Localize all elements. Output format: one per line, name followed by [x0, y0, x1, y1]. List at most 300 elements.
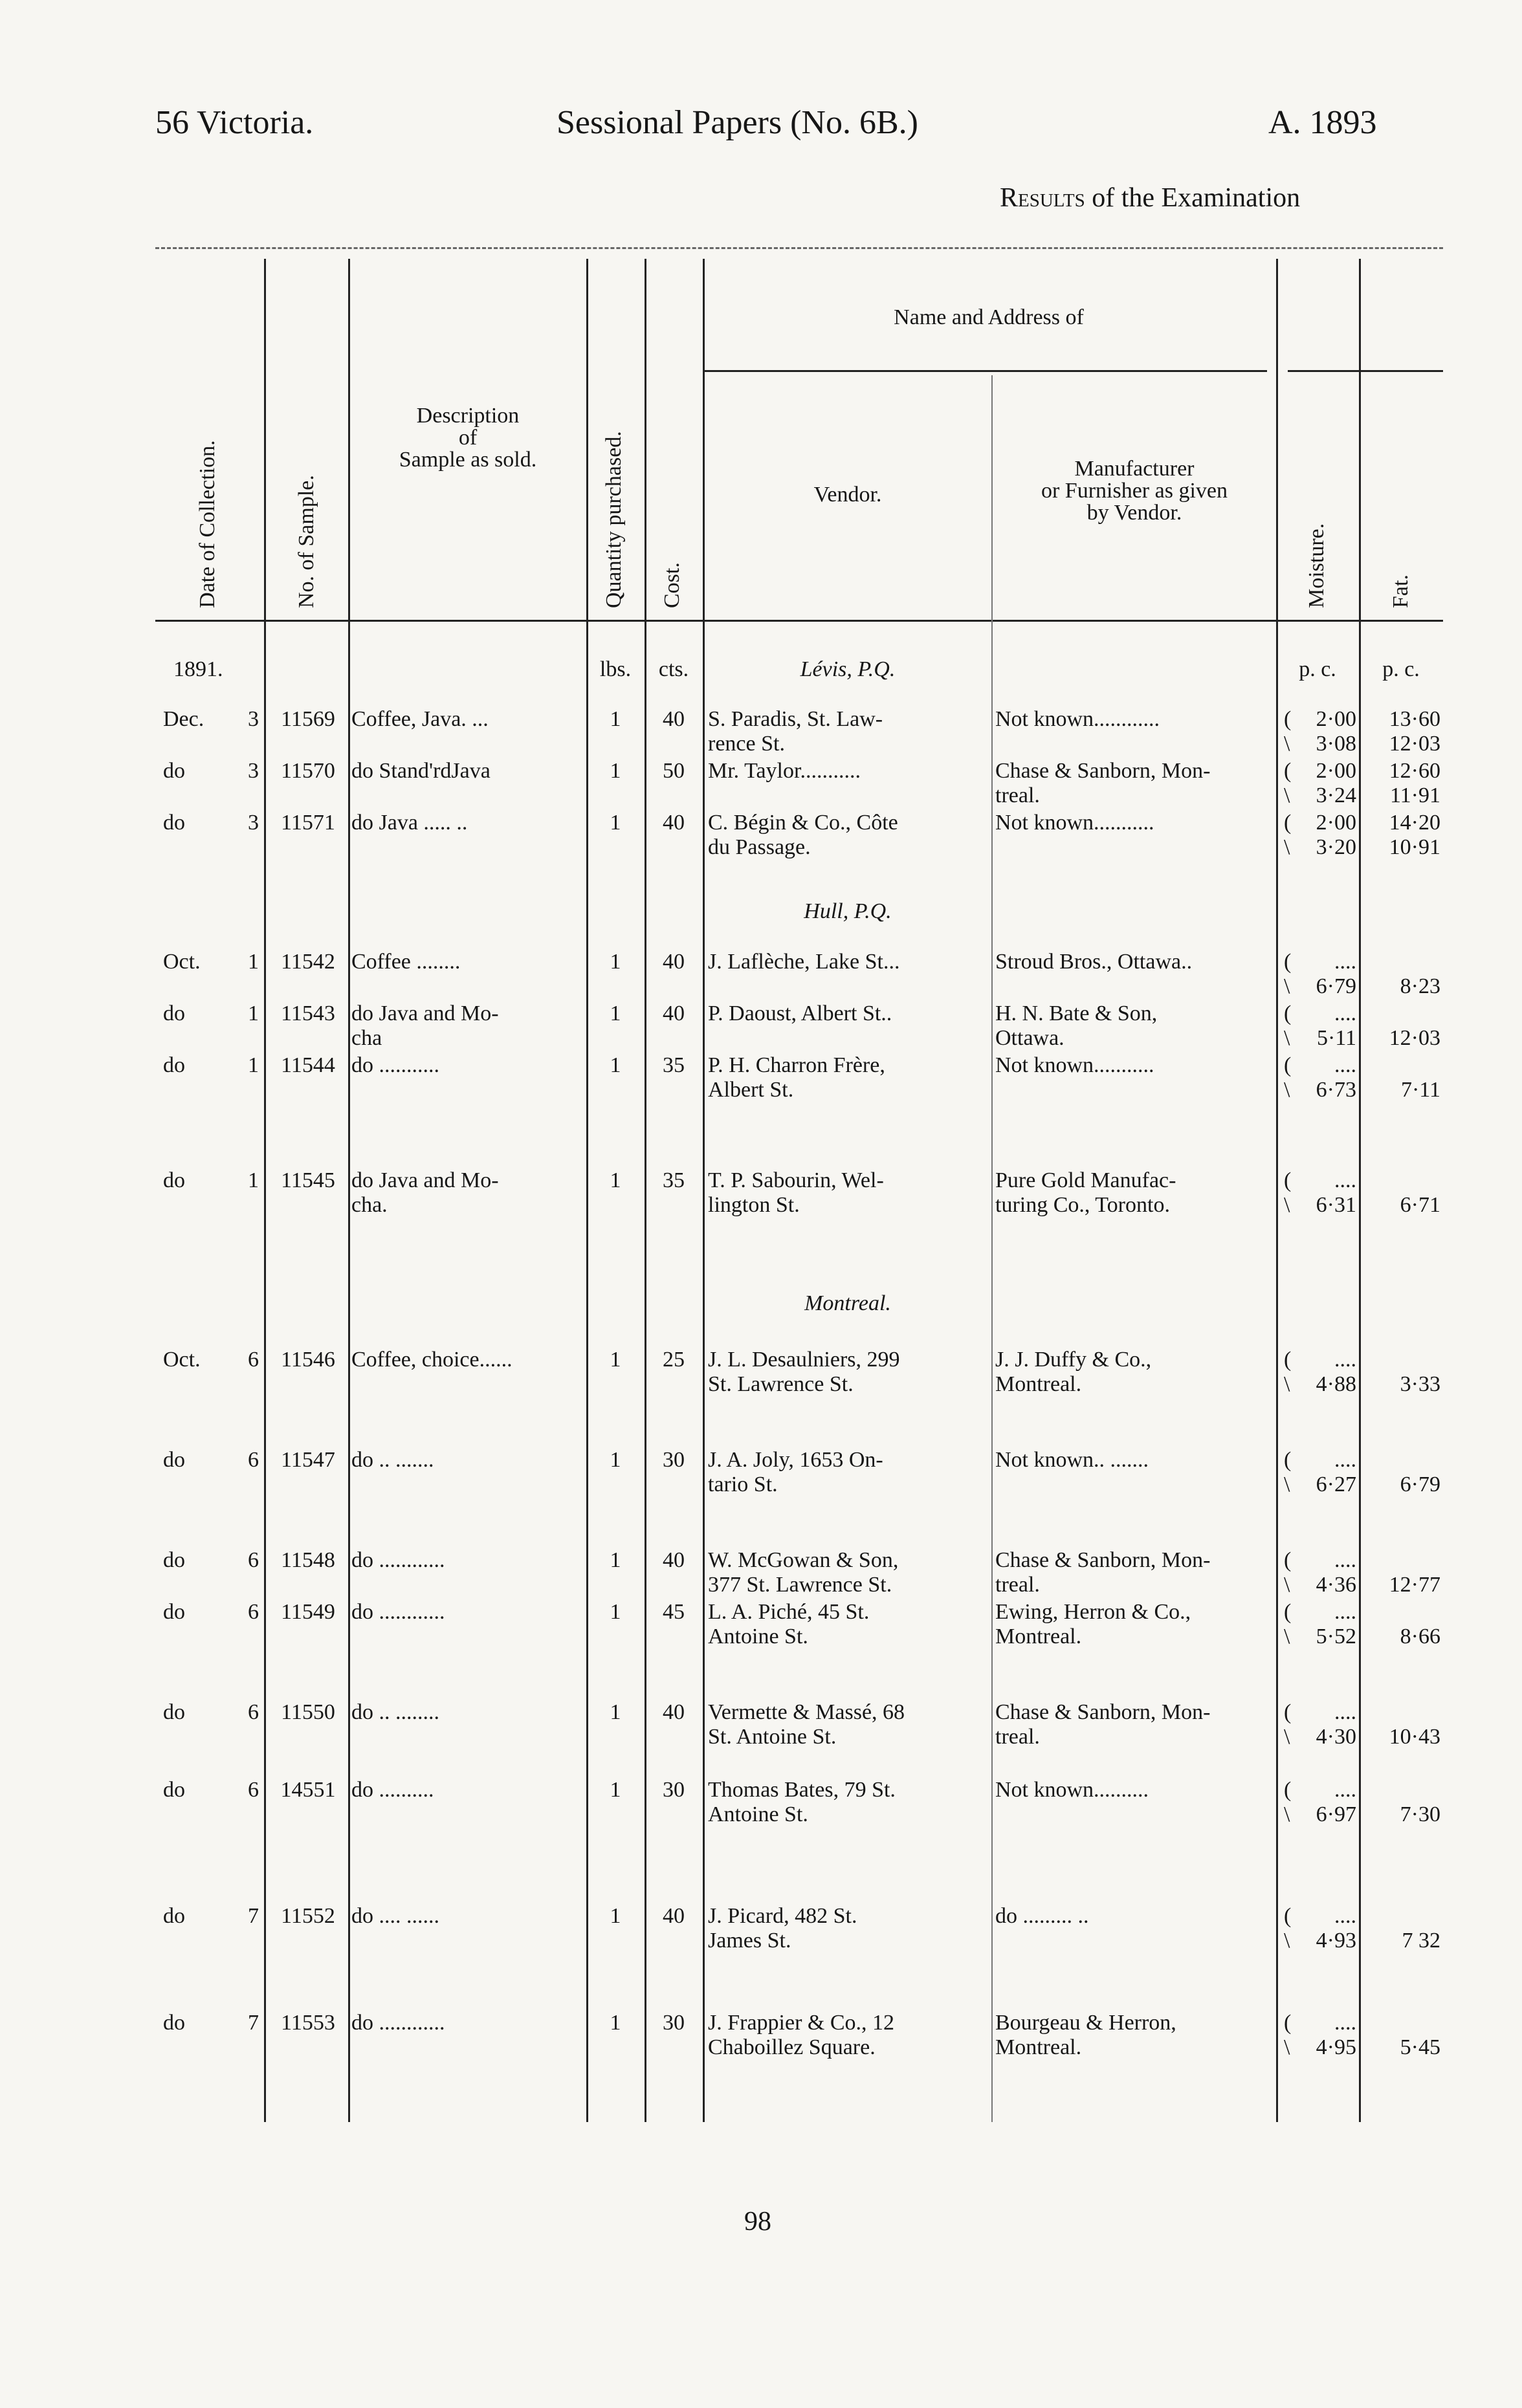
cell-description-line: cha.: [351, 1193, 388, 1217]
brace-mark: ( \: [1284, 707, 1292, 756]
cell-moisture-line: ....: [1334, 1600, 1356, 1624]
cell-moisture-line: 6·31: [1316, 1193, 1356, 1217]
cell-quantity: 1: [610, 1348, 621, 1372]
cell-sample-no: 11543: [281, 1002, 335, 1025]
cell-fat-line: 10·91: [1389, 835, 1440, 859]
cell-vendor-line: J. A. Joly, 1653 On-: [708, 1448, 883, 1472]
cell-cost: 30: [663, 1778, 685, 1802]
cell-sample-no: 14551: [280, 1778, 336, 1802]
cell-manufacturer-line: Montreal.: [995, 2035, 1082, 2059]
cell-manufacturer-line: Chase & Sanborn, Mon-: [995, 1548, 1211, 1572]
cell-moisture-line: 4·93: [1316, 1929, 1356, 1953]
col-divider-2: [348, 259, 350, 2122]
cell-fat-line: 14·20: [1389, 811, 1440, 835]
brace-mark: ( \: [1284, 1348, 1292, 1396]
col-header-manufacturer: [993, 458, 1276, 524]
cell-fat-line: 3·33: [1400, 1372, 1440, 1396]
cell-vendor: [708, 811, 990, 860]
cell-fat-line: 13·60: [1389, 707, 1440, 731]
brace-mark: ( \: [1284, 1600, 1292, 1648]
cell-fat-line: 7 32: [1402, 1929, 1440, 1953]
cell-fat: [1360, 1372, 1440, 1397]
name-address-rule: [704, 370, 1267, 372]
cell-sample-no: 11544: [281, 1053, 335, 1077]
cell-moisture-line: 5·52: [1316, 1625, 1356, 1648]
cell-vendor-line: C. Bégin & Co., Côte: [708, 811, 898, 835]
cell-month: do: [163, 1600, 185, 1624]
cell-manufacturer-line: treal.: [995, 783, 1040, 807]
cell-moisture: [1294, 1348, 1356, 1397]
cell-sample-no: 11553: [281, 2011, 335, 2035]
cell-description-line: do ...........: [351, 1053, 439, 1077]
cell-manufacturer: [995, 950, 1275, 974]
cell-moisture: [1294, 1700, 1356, 1749]
cell-manufacturer-line: Chase & Sanborn, Mon-: [995, 759, 1211, 783]
cell-cost: 40: [663, 1700, 685, 1724]
cell-quantity: 1: [610, 759, 621, 783]
cell-quantity: 1: [610, 2011, 621, 2035]
cell-fat-line: 6·79: [1400, 1472, 1440, 1496]
cell-manufacturer: [995, 2011, 1275, 2060]
cell-vendor: [708, 707, 990, 756]
cell-month: do: [163, 1700, 185, 1724]
cell-description: [351, 950, 584, 974]
col-header-sample-no: No. of Sample.: [294, 475, 318, 608]
cell-moisture-line: 6·27: [1316, 1472, 1356, 1496]
cell-month: do: [163, 811, 185, 835]
cell-description: [351, 1053, 584, 1078]
cell-moisture: [1294, 1002, 1356, 1051]
section-place: Hull, P.Q.: [804, 899, 892, 923]
brace-mark: ( \: [1284, 1548, 1292, 1597]
cell-vendor: [708, 1600, 990, 1649]
cell-quantity: 1: [610, 1700, 621, 1724]
cell-manufacturer-line: Bourgeau & Herron,: [995, 2011, 1176, 2035]
cell-manufacturer: [995, 1548, 1275, 1597]
col-header-manufacturer-line-2: or Furnisher as given: [1041, 479, 1228, 503]
col-divider-8: [1359, 259, 1361, 2122]
cell-fat: [1360, 759, 1440, 808]
brace-mark: ( \: [1284, 1904, 1292, 1953]
cell-quantity: 1: [610, 1002, 621, 1025]
cell-description-line: do ..........: [351, 1778, 434, 1802]
cell-vendor-line: J. Laflèche, Lake St...: [708, 950, 900, 974]
cell-moisture-line: ....: [1334, 1904, 1356, 1928]
cell-month: do: [163, 1053, 185, 1077]
cell-manufacturer: [995, 1002, 1275, 1051]
cell-day: 6: [248, 1600, 259, 1624]
cell-vendor-line: James St.: [708, 1929, 791, 1953]
cell-moisture-line: 4·88: [1316, 1372, 1356, 1396]
subtitle-results: Results: [1000, 183, 1085, 213]
cell-sample-no: 11549: [281, 1600, 335, 1624]
cell-description: [351, 707, 584, 732]
cell-moisture: [1294, 1448, 1356, 1497]
cell-vendor: [708, 1700, 990, 1749]
header-center: Sessional Papers (No. 6B.): [557, 104, 918, 141]
unit-year: 1891.: [173, 657, 223, 681]
cell-description-line: do Stand'rdJava: [351, 759, 491, 783]
cell-manufacturer-line: Stroud Bros., Ottawa..: [995, 950, 1193, 974]
cell-moisture: [1294, 1168, 1356, 1218]
cell-month: do: [163, 759, 185, 783]
cell-cost: 35: [663, 1053, 685, 1077]
cell-description: [351, 1600, 584, 1625]
cell-fat-line: 12·77: [1389, 1573, 1440, 1597]
cell-vendor: [708, 1778, 990, 1827]
cell-month: Oct.: [163, 1348, 201, 1372]
cell-fat: [1360, 1929, 1440, 1953]
cell-manufacturer-line: turing Co., Toronto.: [995, 1193, 1170, 1217]
cell-description: [351, 1778, 584, 1802]
cell-day: 7: [248, 1904, 259, 1928]
brace-mark: ( \: [1284, 1448, 1292, 1496]
cell-fat-line: 7·30: [1400, 1802, 1440, 1826]
cell-vendor-line: lington St.: [708, 1193, 800, 1217]
cell-description: [351, 2011, 584, 2035]
col-divider-5: [703, 259, 705, 2122]
cell-description: [351, 759, 584, 783]
cell-moisture-line: 3·24: [1316, 783, 1356, 807]
col-header-description-line-3: Sample as sold.: [399, 448, 537, 472]
cell-moisture-line: 4·36: [1316, 1573, 1356, 1597]
cell-day: 1: [248, 1053, 259, 1077]
cell-moisture-line: ....: [1334, 1053, 1356, 1077]
cell-manufacturer-line: Pure Gold Manufac-: [995, 1168, 1176, 1192]
cell-sample-no: 11550: [281, 1700, 335, 1724]
cell-manufacturer-line: Chase & Sanborn, Mon-: [995, 1700, 1211, 1724]
cell-manufacturer: [995, 1168, 1275, 1218]
cell-moisture-line: 6·73: [1316, 1078, 1356, 1102]
cell-manufacturer-line: Ottawa.: [995, 1026, 1064, 1050]
col-header-date: Date of Collection.: [195, 440, 219, 608]
col-header-quantity: Quantity purchased.: [602, 431, 626, 608]
cell-manufacturer-line: Not known............: [995, 707, 1160, 731]
cell-manufacturer-line: Not known...........: [995, 1053, 1154, 1077]
cell-moisture-line: 2·00: [1316, 707, 1356, 731]
col-header-name-address: Name and Address of: [894, 305, 1084, 329]
cell-vendor-line: W. McGowan & Son,: [708, 1548, 899, 1572]
cell-moisture-line: 5·11: [1316, 1026, 1356, 1050]
cell-cost: 50: [663, 759, 685, 783]
col-header-vendor: Vendor.: [813, 483, 882, 507]
cell-fat-line: 12·03: [1389, 732, 1440, 756]
brace-mark: ( \: [1284, 811, 1292, 859]
cell-sample-no: 11548: [281, 1548, 335, 1572]
cell-moisture-line: ....: [1334, 950, 1356, 974]
cell-vendor: [708, 950, 990, 974]
brace-mark: ( \: [1284, 759, 1292, 807]
cell-vendor-line: Antoine St.: [708, 1625, 808, 1648]
col-divider-7: [1276, 259, 1278, 2122]
cell-description: [351, 1002, 584, 1051]
cell-moisture: [1294, 1548, 1356, 1597]
unit-fat: p. c.: [1382, 657, 1420, 681]
cell-quantity: 1: [610, 1548, 621, 1572]
cell-quantity: 1: [610, 950, 621, 974]
cell-sample-no: 11545: [281, 1168, 335, 1192]
cell-fat: [1360, 1026, 1440, 1051]
cell-manufacturer: [995, 811, 1275, 835]
cell-sample-no: 11571: [281, 811, 335, 835]
cell-description-line: do Java ..... ..: [351, 811, 468, 835]
cell-vendor-line: Chaboillez Square.: [708, 2035, 876, 2059]
cell-day: 3: [248, 707, 259, 731]
cell-vendor: [708, 759, 990, 783]
cell-moisture-line: 6·79: [1316, 974, 1356, 998]
cell-vendor-line: J. L. Desaulniers, 299: [708, 1348, 900, 1372]
cell-cost: 40: [663, 950, 685, 974]
cell-vendor-line: J. Frappier & Co., 12: [708, 2011, 895, 2035]
cell-vendor-line: Vermette & Massé, 68: [708, 1700, 905, 1724]
cell-description-line: do Java and Mo-: [351, 1168, 499, 1192]
cell-fat-line: 12·03: [1389, 1026, 1440, 1050]
cell-moisture-line: ....: [1334, 1778, 1356, 1802]
cell-manufacturer: [995, 1904, 1275, 1929]
cell-quantity: 1: [610, 1448, 621, 1472]
col-header-manufacturer-line-1: Manufacturer: [1074, 457, 1195, 481]
cell-fat: [1360, 1078, 1440, 1102]
cell-vendor-line: rence St.: [708, 732, 785, 756]
cell-vendor: [708, 1904, 990, 1953]
brace-mark: ( \: [1284, 950, 1292, 998]
cell-description: [351, 1904, 584, 1929]
cell-cost: 25: [663, 1348, 685, 1372]
cell-description: [351, 1548, 584, 1573]
cell-vendor: [708, 1448, 990, 1497]
cell-description-line: Coffee, choice......: [351, 1348, 513, 1372]
cell-moisture-line: ....: [1334, 1002, 1356, 1025]
cell-description-line: cha: [351, 1026, 382, 1050]
unit-cost: cts.: [658, 657, 689, 681]
cell-cost: 40: [663, 707, 685, 731]
cell-day: 6: [248, 1548, 259, 1572]
cell-description-line: do .. ........: [351, 1700, 439, 1724]
cell-fat-line: 11·91: [1389, 783, 1440, 807]
unit-moisture: p. c.: [1299, 657, 1336, 681]
cell-day: 6: [248, 1700, 259, 1724]
cell-cost: 30: [663, 2011, 685, 2035]
cell-moisture-line: 2·00: [1316, 759, 1356, 783]
cell-vendor-line: L. A. Piché, 45 St.: [708, 1600, 870, 1624]
top-rule: [155, 247, 1443, 249]
cell-manufacturer-line: do ......... ..: [995, 1904, 1089, 1928]
cell-description: [351, 1168, 584, 1218]
section-place: Lévis, P.Q.: [800, 657, 896, 681]
cell-day: 1: [248, 1002, 259, 1025]
cell-vendor-line: P. Daoust, Albert St..: [708, 1002, 892, 1025]
unit-quantity: lbs.: [599, 657, 632, 681]
cell-manufacturer-line: Not known...........: [995, 811, 1154, 835]
cell-description-line: do .... ......: [351, 1904, 439, 1928]
subtitle-rest: of the Examination: [1092, 183, 1301, 213]
col-header-cost: Cost.: [660, 562, 684, 608]
cell-manufacturer: [995, 1778, 1275, 1802]
cell-vendor-line: St. Antoine St.: [708, 1725, 837, 1749]
cell-description: [351, 1448, 584, 1472]
cell-moisture: [1294, 1600, 1356, 1649]
cell-moisture-line: 3·20: [1316, 835, 1356, 859]
cell-day: 6: [248, 1778, 259, 1802]
cell-month: Dec.: [163, 707, 204, 731]
cell-fat-line: 7·11: [1400, 1078, 1440, 1102]
cell-manufacturer: [995, 1600, 1275, 1649]
cell-cost: 40: [663, 1548, 685, 1572]
cell-vendor: [708, 1002, 990, 1026]
subtitle: [1000, 182, 1300, 213]
section-place: Montreal.: [804, 1291, 891, 1315]
cell-fat-line: 10·43: [1389, 1725, 1440, 1749]
cell-moisture-line: 2·00: [1316, 811, 1356, 835]
cell-description-line: do .. .......: [351, 1448, 434, 1472]
cell-day: 1: [248, 1168, 259, 1192]
cell-day: 1: [248, 950, 259, 974]
cell-vendor-line: T. P. Sabourin, Wel-: [708, 1168, 884, 1192]
cell-manufacturer: [995, 1053, 1275, 1078]
cell-vendor: [708, 1348, 990, 1397]
cell-fat: [1360, 1625, 1440, 1649]
cell-quantity: 1: [610, 1904, 621, 1928]
cell-quantity: 1: [610, 1778, 621, 1802]
cell-fat: [1360, 811, 1440, 860]
cell-vendor-line: tario St.: [708, 1472, 778, 1496]
page-number: 98: [744, 2207, 771, 2237]
cell-cost: 40: [663, 1002, 685, 1025]
cell-moisture-line: 4·95: [1316, 2035, 1356, 2059]
cell-sample-no: 11552: [281, 1904, 335, 1928]
cell-description-line: do ............: [351, 2011, 445, 2035]
cell-description-line: do ............: [351, 1548, 445, 1572]
cell-vendor: [708, 1053, 990, 1102]
cell-month: do: [163, 1548, 185, 1572]
cell-moisture-line: 6·97: [1316, 1802, 1356, 1826]
cell-quantity: 1: [610, 1600, 621, 1624]
cell-quantity: 1: [610, 811, 621, 835]
cell-manufacturer-line: Not known..........: [995, 1778, 1149, 1802]
cell-moisture: [1294, 2011, 1356, 2060]
cell-manufacturer-line: Montreal.: [995, 1372, 1082, 1396]
col-header-manufacturer-line-3: by Vendor.: [1086, 501, 1182, 525]
cell-moisture: [1294, 811, 1356, 860]
cell-moisture-line: ....: [1334, 1348, 1356, 1372]
cell-month: do: [163, 1168, 185, 1192]
cell-vendor-line: S. Paradis, St. Law-: [708, 707, 883, 731]
cell-fat-line: 8·66: [1400, 1625, 1440, 1648]
brace-mark: ( \: [1284, 1053, 1292, 1102]
cell-month: do: [163, 1002, 185, 1025]
cell-fat-line: 12·60: [1389, 759, 1440, 783]
cell-manufacturer-line: treal.: [995, 1573, 1040, 1597]
cell-sample-no: 11546: [281, 1348, 335, 1372]
col-header-description-line-1: Description: [416, 404, 520, 428]
cell-moisture: [1294, 950, 1356, 999]
cell-manufacturer-line: J. J. Duffy & Co.,: [995, 1348, 1152, 1372]
cell-quantity: 1: [610, 1053, 621, 1077]
cell-quantity: 1: [610, 1168, 621, 1192]
cell-description-line: Coffee, Java. ...: [351, 707, 489, 731]
cell-fat: [1360, 1725, 1440, 1749]
brace-mark: ( \: [1284, 1778, 1292, 1826]
cell-fat: [1360, 1573, 1440, 1597]
cell-vendor-line: Thomas Bates, 79 St.: [708, 1778, 896, 1802]
col-header-description: [349, 405, 586, 471]
col-divider-1: [264, 259, 266, 2122]
brace-mark: ( \: [1284, 2011, 1292, 2059]
cell-cost: 40: [663, 1904, 685, 1928]
brace-mark: ( \: [1284, 1168, 1292, 1217]
cell-manufacturer: [995, 1448, 1275, 1472]
cell-vendor-line: P. H. Charron Frère,: [708, 1053, 885, 1077]
cell-description: [351, 1348, 584, 1372]
cell-fat: [1360, 1472, 1440, 1497]
cell-manufacturer-line: Ewing, Herron & Co.,: [995, 1600, 1191, 1624]
cell-day: 3: [248, 759, 259, 783]
cell-moisture-line: ....: [1334, 1548, 1356, 1572]
cell-fat-line: 5·45: [1400, 2035, 1440, 2059]
cell-manufacturer: [995, 1348, 1275, 1397]
cell-month: do: [163, 1778, 185, 1802]
col-header-moisture: Moisture.: [1305, 523, 1329, 608]
cell-vendor-line: 377 St. Lawrence St.: [708, 1573, 892, 1597]
cell-moisture: [1294, 707, 1356, 756]
cell-moisture: [1294, 1904, 1356, 1953]
cell-moisture: [1294, 759, 1356, 808]
cell-day: 7: [248, 2011, 259, 2035]
cell-sample-no: 11570: [281, 759, 335, 783]
cell-sample-no: 11547: [281, 1448, 335, 1472]
cell-fat: [1360, 2035, 1440, 2060]
cell-vendor-line: St. Lawrence St.: [708, 1372, 854, 1396]
cell-moisture-line: 3·08: [1316, 732, 1356, 756]
header-left: 56 Victoria.: [155, 104, 314, 141]
cell-manufacturer: [995, 759, 1275, 808]
cell-vendor: [708, 1548, 990, 1597]
cell-description: [351, 1700, 584, 1725]
cell-moisture-line: 4·30: [1316, 1725, 1356, 1749]
cell-manufacturer-line: Not known.. .......: [995, 1448, 1149, 1472]
cell-description-line: Coffee ........: [351, 950, 461, 974]
results-rule: [1288, 370, 1443, 372]
cell-fat: [1360, 1193, 1440, 1218]
cell-cost: 35: [663, 1168, 685, 1192]
cell-manufacturer-line: treal.: [995, 1725, 1040, 1749]
cell-manufacturer: [995, 707, 1275, 732]
cell-fat-line: 8·23: [1400, 974, 1440, 998]
cell-cost: 30: [663, 1448, 685, 1472]
col-header-description-line-2: of: [458, 426, 478, 450]
cell-day: 6: [248, 1448, 259, 1472]
cell-moisture: [1294, 1778, 1356, 1827]
cell-description-line: do ............: [351, 1600, 445, 1624]
col-divider-6: [991, 375, 993, 2122]
cell-month: do: [163, 1448, 185, 1472]
cell-vendor-line: J. Picard, 482 St.: [708, 1904, 857, 1928]
cell-fat: [1360, 1802, 1440, 1827]
cell-description-line: do Java and Mo-: [351, 1002, 499, 1025]
cell-month: do: [163, 2011, 185, 2035]
cell-cost: 45: [663, 1600, 685, 1624]
cell-cost: 40: [663, 811, 685, 835]
cell-vendor: [708, 1168, 990, 1218]
cell-vendor-line: Albert St.: [708, 1078, 794, 1102]
cell-month: do: [163, 1904, 185, 1928]
col-header-fat: Fat.: [1389, 575, 1413, 608]
cell-fat: [1360, 974, 1440, 999]
cell-moisture-line: ....: [1334, 1168, 1356, 1192]
cell-moisture-line: ....: [1334, 2011, 1356, 2035]
cell-day: 3: [248, 811, 259, 835]
brace-mark: ( \: [1284, 1700, 1292, 1749]
